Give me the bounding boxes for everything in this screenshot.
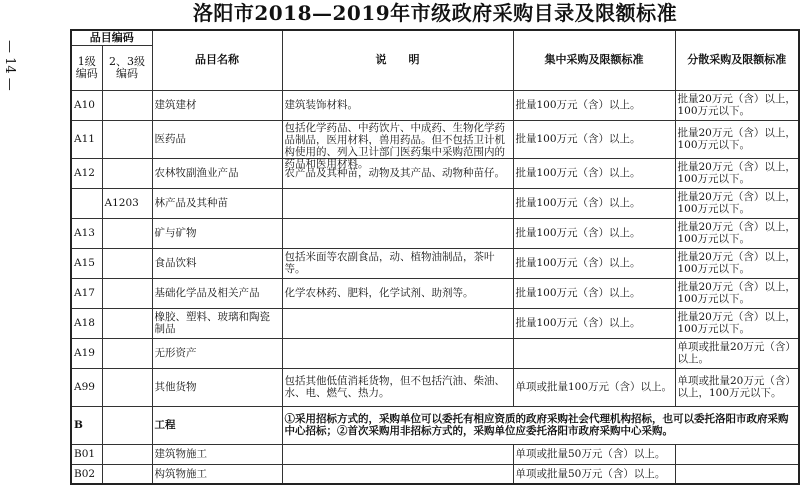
item-description: 化学农林药、肥料，化学试剂、助剂等。	[282, 278, 513, 308]
centralized-standard: 单项或批量100万元（含）以上。	[513, 368, 675, 406]
item-description	[282, 188, 513, 218]
decentralized-standard: 批量20万元（含）以上，100万元以下。	[675, 90, 799, 120]
level1-code: A19	[71, 338, 102, 368]
decentralized-standard: 单项或批量20万元（含）以上，100万元以下。	[675, 368, 799, 406]
item-name: 医药品	[152, 120, 282, 158]
table-row	[71, 90, 799, 120]
item-name: 建筑建材	[152, 90, 282, 120]
centralized-standard: 批量100万元（含）以上。	[513, 90, 675, 120]
level23-code	[102, 248, 152, 278]
centralized-standard	[513, 338, 675, 368]
level23-code	[102, 368, 152, 406]
item-description	[282, 338, 513, 368]
table-row	[71, 248, 799, 278]
level23-code	[102, 218, 152, 248]
table-row	[71, 278, 799, 308]
centralized-standard: 批量100万元（含）以上。	[513, 120, 675, 158]
level23-code	[102, 120, 152, 158]
level1-code: A99	[71, 368, 102, 406]
centralized-standard: 批量100万元（含）以上。	[513, 248, 675, 278]
table-row	[71, 158, 799, 188]
table-row	[71, 188, 799, 218]
item-name: 食品饮料	[152, 248, 282, 278]
decentralized-standard: 批量20万元（含）以上，100万元以下。	[675, 218, 799, 248]
item-description	[282, 464, 513, 484]
level23-code	[102, 338, 152, 368]
level1-code: A10	[71, 90, 102, 120]
item-name: 构筑物施工	[152, 464, 282, 484]
header-level1: 1级编码	[71, 45, 102, 90]
page-number-text: — 14 —	[2, 40, 17, 91]
item-description	[282, 308, 513, 338]
table-row	[71, 338, 799, 368]
level1-code: B01	[71, 444, 102, 464]
table-row	[71, 368, 799, 406]
item-name: 无形资产	[152, 338, 282, 368]
centralized-standard: 批量100万元（含）以上。	[513, 188, 675, 218]
level1-code: A11	[71, 120, 102, 158]
centralized-standard: 单项或批量50万元（含）以上。	[513, 444, 675, 464]
level1-code: A17	[71, 278, 102, 308]
level23-code	[102, 444, 152, 464]
item-name: 林产品及其种苗	[152, 188, 282, 218]
decentralized-standard: 批量20万元（含）以上，100万元以下。	[675, 188, 799, 218]
decentralized-standard	[675, 464, 799, 484]
level23-code	[102, 308, 152, 338]
header-decentralized: 分散采购及限额标准	[675, 30, 799, 90]
section-code: B	[71, 406, 102, 444]
level23-code	[102, 464, 152, 484]
decentralized-standard: 批量20万元（含）以上，100万元以下。	[675, 120, 799, 158]
table-row	[71, 218, 799, 248]
item-name: 其他货物	[152, 368, 282, 406]
item-description	[282, 218, 513, 248]
item-name: 建筑物施工	[152, 444, 282, 464]
level1-code: A12	[71, 158, 102, 188]
decentralized-standard: 批量20万元（含）以上，100万元以下。	[675, 248, 799, 278]
item-name: 矿与矿物	[152, 218, 282, 248]
item-description-text: 包括化学药品、中药饮片、中成药、生物化学药品制品，医用材料，兽用药品。但不包括卫计机构使用的、列入卫计部门医药集中采购范围内的药品和医用材料。	[284, 122, 505, 170]
level1-code: A13	[71, 218, 102, 248]
centralized-standard: 批量100万元（含）以上。	[513, 158, 675, 188]
decentralized-standard: 批量20万元（含）以上，100万元以下。	[675, 308, 799, 338]
decentralized-standard: 单项或批量20万元（含）以上。	[675, 338, 799, 368]
level23-code	[102, 90, 152, 120]
section-note: ①采用招标方式的，采购单位可以委托有相应资质的政府采购社会代理机构招标，也可以委托洛阳市政府采购中心招标；②首次采购用非招标方式的，采购单位应委托洛阳市政府采购中心采购。	[282, 406, 799, 444]
item-description: 包括米面等农副食品，动、植物油制品，茶叶等。	[282, 248, 513, 278]
level23-code	[102, 278, 152, 308]
header-item-name: 品目名称	[152, 30, 282, 90]
item-name: 橡胶、塑料、玻璃和陶瓷制品	[152, 308, 282, 338]
level1-code: A18	[71, 308, 102, 338]
procurement-table	[70, 29, 800, 485]
centralized-standard: 批量100万元（含）以上。	[513, 278, 675, 308]
level23-code	[102, 158, 152, 188]
header-item-code: 品目编码	[71, 30, 152, 45]
page-number	[2, 40, 20, 91]
item-name: 基础化学品及相关产品	[152, 278, 282, 308]
centralized-standard: 单项或批量50万元（含）以上。	[513, 464, 675, 484]
item-name: 农林牧副渔业产品	[152, 158, 282, 188]
level1-code	[71, 188, 102, 218]
table-row	[71, 444, 799, 464]
level1-code: A15	[71, 248, 102, 278]
header-description: 说 明	[282, 30, 513, 90]
level23-code: A1203	[102, 188, 152, 218]
header-centralized: 集中采购及限额标准	[513, 30, 675, 90]
item-description	[282, 444, 513, 464]
decentralized-standard: 批量20万元（含）以上，100万元以下。	[675, 158, 799, 188]
section-row	[71, 406, 799, 444]
item-description	[282, 120, 513, 170]
table-row	[71, 464, 799, 484]
section-name: 工程	[152, 406, 282, 444]
decentralized-standard: 批量20万元（含）以上，100万元以下。	[675, 278, 799, 308]
centralized-standard: 批量100万元（含）以上。	[513, 308, 675, 338]
table-row	[71, 120, 799, 158]
header-level23: 2、3级编码	[102, 45, 152, 90]
centralized-standard: 批量100万元（含）以上。	[513, 218, 675, 248]
level1-code: B02	[71, 464, 102, 484]
item-description: 包括其他低值消耗货物，但不包括汽油、柴油、水、电、燃气、热力。	[282, 368, 513, 406]
section-level23-code	[102, 406, 152, 444]
item-description: 建筑装饰材料。	[282, 90, 513, 120]
item-description: 农产品及其种苗，动物及其产品、动物种苗仔。	[282, 158, 513, 188]
table-row	[71, 308, 799, 338]
decentralized-standard	[675, 444, 799, 464]
page-title: 洛阳市2018—2019年市级政府采购目录及限额标准	[192, 1, 678, 25]
